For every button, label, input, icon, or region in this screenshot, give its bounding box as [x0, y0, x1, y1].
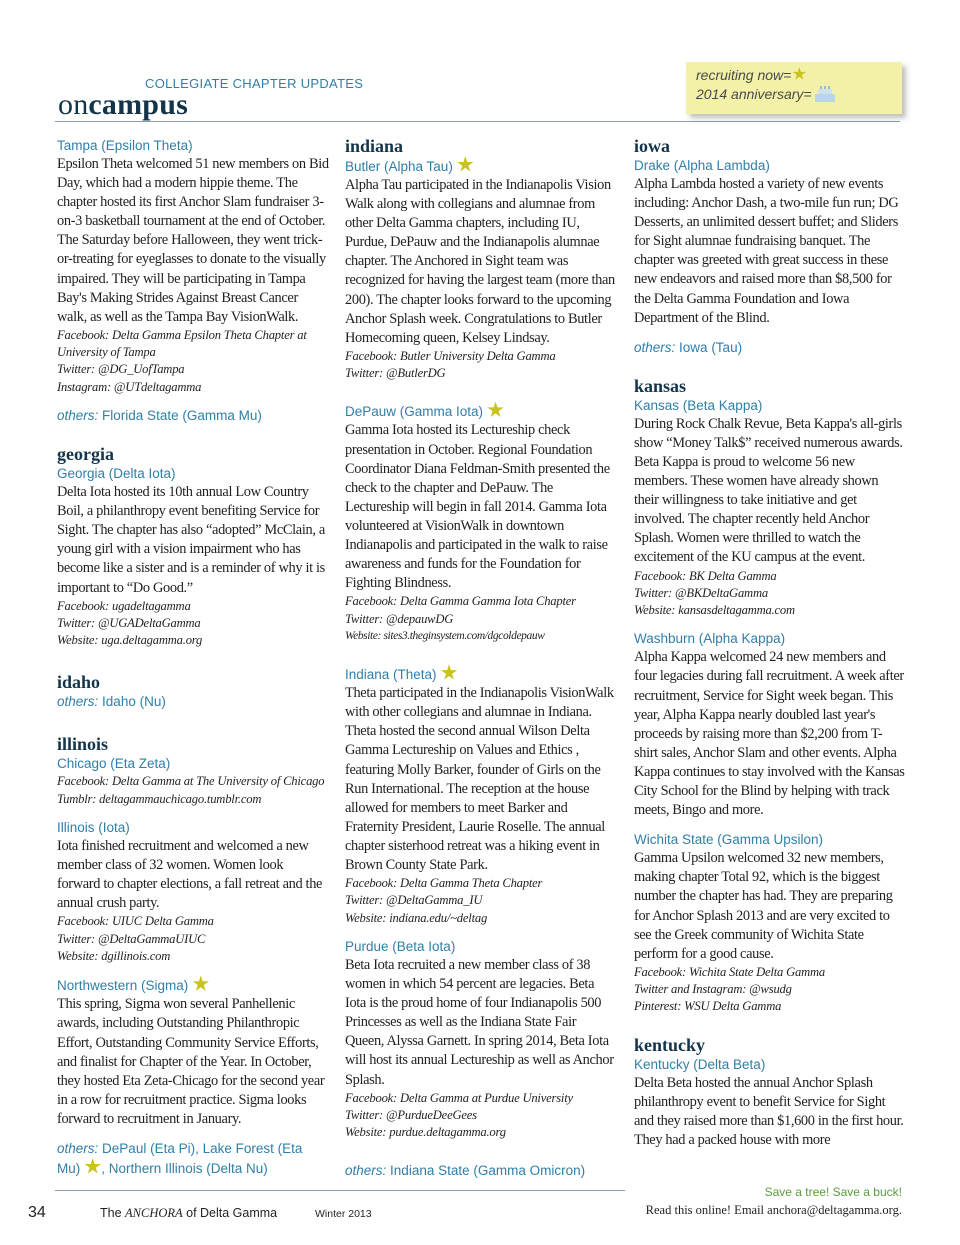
state-heading: illinois: [57, 734, 109, 755]
others-label: others:: [57, 408, 99, 424]
others-label: others:: [345, 1162, 387, 1178]
chapter-name: [345, 156, 617, 176]
legend-box: [686, 62, 902, 114]
others-label: others:: [57, 1141, 99, 1156]
magazine-pre: The: [100, 1206, 126, 1220]
chapter-body: Alpha Lambda hosted a variety of new events including: Anchor Dash, a two-mile fun run; DG Desserts, an unlimited dessert buffet; and Sliders for Sight alumnae fundraising banquet. The chapter was greeted with great success in these new endeavors and raised more than $8,500 for the Delta Gamma Foundation and Iowa Department of the Blind.: [634, 176, 899, 326]
social-line: Facebook: Butler University Delta Gamma: [345, 348, 556, 363]
magazine-name: [100, 1206, 277, 1221]
chapter-name-text: Indiana (Theta): [345, 667, 437, 683]
state-heading: idaho: [57, 672, 101, 693]
chapter-name: Wichita State (Gamma Upsilon): [634, 832, 824, 848]
chapter-name-text: DePauw (Gamma Iota): [345, 404, 484, 420]
social-line: Website: uga.deltagamma.org: [57, 633, 203, 648]
title-campus: campus: [88, 88, 188, 121]
legend-anniversary-label: 2014 anniversary=: [696, 86, 812, 102]
social-line: Facebook: Delta Gamma at The University of Chicago: [57, 774, 325, 789]
social-line: Website: purdue.deltagamma.org: [345, 1125, 506, 1140]
social-line: Facebook: Delta Gamma Epsilon Theta Chapter at: [57, 327, 307, 342]
chapter-body: Alpha Tau participated in the Indianapolis Vision Walk along with collegians and alumnae from other Delta Gamma chapters, including IU, Purdue, DePauw and the Indianapolis alumnae chapter. The Anchored in Sight team was recognized for having the largest team (more than 200). The chapter looks forward to the upcoming Anchor Splash week. Congratulations to Butler Homecoming queen, Kelsey Lindsay.: [345, 177, 615, 346]
star-icon: [441, 664, 458, 681]
save-tree-note: Save a tree! Save a buck!: [764, 1185, 902, 1199]
state-heading: kentucky: [634, 1034, 706, 1055]
chapter-name: Tampa (Epsilon Theta): [57, 138, 193, 153]
star-icon: [457, 156, 474, 173]
others-line: [57, 1139, 329, 1178]
social-line: Facebook: Delta Gamma Theta Chapter: [345, 876, 543, 891]
social-line: Website: kansasdeltagamma.com: [634, 603, 795, 618]
others-line: [634, 338, 906, 357]
chapter-body: Theta participated in the Indianapolis VisionWalk with other collegians and alumnae in Indiana. Theta hosted the second annual Wilson Delta Gamma Lectureship on Values and Ethics , featuring Molly Barker, founder of Girls on the Run International. The reception at the house allowed for members to meet Barker and Fraternity President, Laurie Roselle. The annual chapter sisterhood retreat was a hiking event in Brown County State Park.: [345, 685, 614, 874]
others-line: [345, 1161, 617, 1180]
social-line: Tumblr: deltagammauchicago.tumblr.com: [57, 791, 262, 806]
chapter-name: Washburn (Alpha Kappa): [634, 631, 786, 647]
others-chapters: Mu): [57, 1161, 81, 1176]
social-line: Website: indiana.edu/~deltag: [345, 910, 488, 925]
chapter-body: Delta Beta hosted the annual Anchor Splash philanthropy event to benefit Service for Sight and they raised more than $1,600 in the first hour. They had a packed house with more: [634, 1074, 904, 1148]
social-line: Facebook: Wichita State Delta Gamma: [634, 964, 825, 979]
legend-recruiting-label: recruiting now=: [696, 67, 792, 83]
social-line: Facebook: ugadeltagamma: [57, 598, 191, 613]
page-number: 34: [28, 1204, 46, 1221]
column-3: [634, 136, 906, 1150]
social-line: Twitter: @depauwDG: [345, 611, 454, 626]
chapter-body: Epsilon Theta welcomed 51 new members on Bid Day, which had a modern hippie theme. The chapter hosted its first Anchor Slam fundraiser 3-on-3 basketball tournament at the end of October. The Saturday before Halloween, they went trick-or-treating for eyeglasses to donate to the visually impaired. They will be participating in Tampa Bay's Making Strides Against Breast Cancer walk, as well as the Tampa Bay VisionWalk.: [57, 156, 329, 325]
social-line: Twitter: @DG_UofTampa: [57, 362, 185, 377]
chapter-name: Kentucky (Delta Beta): [634, 1056, 766, 1072]
magazine-post: of Delta Gamma: [182, 1206, 278, 1220]
section-label: COLLEGIATE CHAPTER UPDATES: [145, 76, 364, 91]
footer-divider: [55, 1190, 625, 1191]
chapter-name: [345, 401, 617, 421]
chapter-body: Gamma Iota hosted its Lectureship check presentation in October. Regional Foundation Coordinator Diana Feldman-Smith presented the check to the chapter and DePauw. The Lectureship will begin in fall 2014. Gamma Iota volunteered at VisionWalk in downtown Indianapolis and participated in the walk to raise awareness and funds for the Foundation for Fighting Blindness.: [345, 422, 610, 592]
issue-date: Winter 2013: [315, 1208, 372, 1220]
page-title: [58, 88, 188, 122]
star-icon: [792, 67, 806, 81]
others-chapters: Idaho (Nu): [102, 694, 166, 710]
social-line: Website: sites3.theginsystem.com/dgcoldepauw: [345, 629, 545, 642]
social-line: Pinterest: WSU Delta Gamma: [634, 999, 782, 1014]
others-chapters: DePaul (Eta Pi), Lake Forest (Eta: [102, 1141, 303, 1156]
social-line: Facebook: UIUC Delta Gamma: [57, 914, 214, 929]
chapter-body: Gamma Upsilon welcomed 32 new members, making chapter Total 92, which is the biggest number the chapter has had. They are preparing for Anchor Splash 2013 and are very excited to see the Greek community of Wichita State perform for a good cause.: [634, 850, 893, 962]
social-line: Facebook: Delta Gamma at Purdue University: [345, 1090, 573, 1105]
cake-icon: [815, 86, 835, 102]
social-line: Twitter: @UGADeltaGamma: [57, 615, 201, 630]
star-icon: [487, 401, 504, 418]
others-chapters: Indiana State (Gamma Omicron): [390, 1162, 586, 1178]
column-1: [57, 136, 329, 1178]
social-line: Facebook: BK Delta Gamma: [634, 568, 777, 583]
chapter-body: During Rock Chalk Revue, Beta Kappa's all-girls show “Money Talk$” received numerous awards. Beta Kappa is proud to welcome 56 new members. These women have already shown their willingness to take initiative and get involved. The chapter recently held Anchor Splash. Women were thrilled to watch the excitement of the KU campus at the event.: [634, 415, 903, 566]
chapter-body: Delta Iota hosted its 10th annual Low Country Boil, a philanthropy event benefiting Service for Sight. The chapter has also “adopted” McClain, a young girl with a vision impairment who has become like a sister and is a reminder of why it is important to “Do Good.”: [57, 484, 325, 596]
social-line: Twitter: @DeltaGamma_IU: [345, 893, 483, 908]
chapter-name-text: Northwestern (Sigma): [57, 978, 189, 994]
read-online-note: Read this online! Email anchora@deltagamma.org.: [645, 1203, 902, 1217]
magazine-title: ANCHORA: [125, 1206, 183, 1220]
chapter-name: [345, 664, 617, 684]
others-line: [57, 692, 329, 711]
star-icon: [84, 1158, 101, 1175]
state-heading: kansas: [634, 375, 687, 396]
social-line: Website: dgillinois.com: [57, 949, 171, 964]
others-chapters: Florida State (Gamma Mu): [102, 408, 262, 424]
others-chapters: Iowa (Tau): [679, 339, 743, 355]
chapter-body: Alpha Kappa welcomed 24 new members and four legacies during fall recruitment. A week after recruitment, Service for Sight week began. This year, Alpha Kappa nearly doubled last year's proceeds by raising more than $2,200 from T-shirt sales, Anchor Slam and other events. Alpha Kappa continues to stay involved with the Kansas City School for the Blind by helping with track meets, Bingo and more.: [634, 649, 905, 819]
chapter-name: Georgia (Delta Iota): [57, 466, 176, 482]
others-line: [57, 406, 329, 425]
social-line: Facebook: Delta Gamma Gamma Iota Chapter: [345, 594, 576, 609]
chapter-name-text: Butler (Alpha Tau): [345, 159, 453, 174]
social-line: University of Tampa: [57, 345, 156, 360]
others-label: others:: [634, 339, 676, 355]
social-line: Twitter: @BKDeltaGamma: [634, 585, 768, 600]
chapter-body: Iota finished recruitment and welcomed a new member class of 32 women. Women look forward to chapter elections, a fall retreat and the annual crush party.: [57, 838, 323, 912]
legend-recruiting: [696, 67, 806, 85]
star-icon: [192, 975, 209, 992]
state-heading: iowa: [634, 136, 670, 156]
legend-anniversary: [696, 86, 835, 104]
state-heading: georgia: [57, 444, 114, 465]
state-heading: indiana: [345, 136, 404, 156]
chapter-name: Drake (Alpha Lambda): [634, 158, 770, 173]
chapter-body: This spring, Sigma won several Panhellenic awards, including Outstanding Philanthropic Effort, Outstanding Community Service Efforts, and finalist for Chapter of the Year. In October, they hosted Eta Zeta-Chicago for the second year in a row for recruitment practice. Sigma looks forward to recruitment in January.: [57, 996, 325, 1127]
social-line: Instagram: @UTdeltagamma: [57, 379, 202, 394]
chapter-name: Kansas (Beta Kappa): [634, 397, 763, 413]
social-line: Twitter: @DeltaGammaUIUC: [57, 931, 206, 946]
social-line: Twitter: @ButlerDG: [345, 366, 446, 381]
chapter-name: Purdue (Beta Iota): [345, 939, 456, 954]
social-line: Twitter: @PurdueDeeGees: [345, 1107, 477, 1122]
others-label: others:: [57, 694, 99, 710]
chapter-body: Beta Iota recruited a new member class of 38 women in which 54 percent are legacies. Beta Iota is the proud home of four Indianapolis 500 Princesses as well as the Indiana State Fair Queen, Alyssa Garnett. In spring 2014, Beta Iota will host its annual Lectureship as well as Anchor Splash.: [345, 957, 614, 1088]
chapter-name: Chicago (Eta Zeta): [57, 756, 171, 772]
header-divider: [55, 121, 900, 122]
column-2: [345, 136, 617, 1180]
title-on: on: [58, 88, 89, 121]
social-line: Twitter and Instagram: @wsudg: [634, 982, 792, 997]
chapter-name: [57, 975, 329, 995]
others-chapters: , Northern Illinois (Delta Nu): [101, 1161, 268, 1176]
chapter-name: Illinois (Iota): [57, 820, 130, 836]
